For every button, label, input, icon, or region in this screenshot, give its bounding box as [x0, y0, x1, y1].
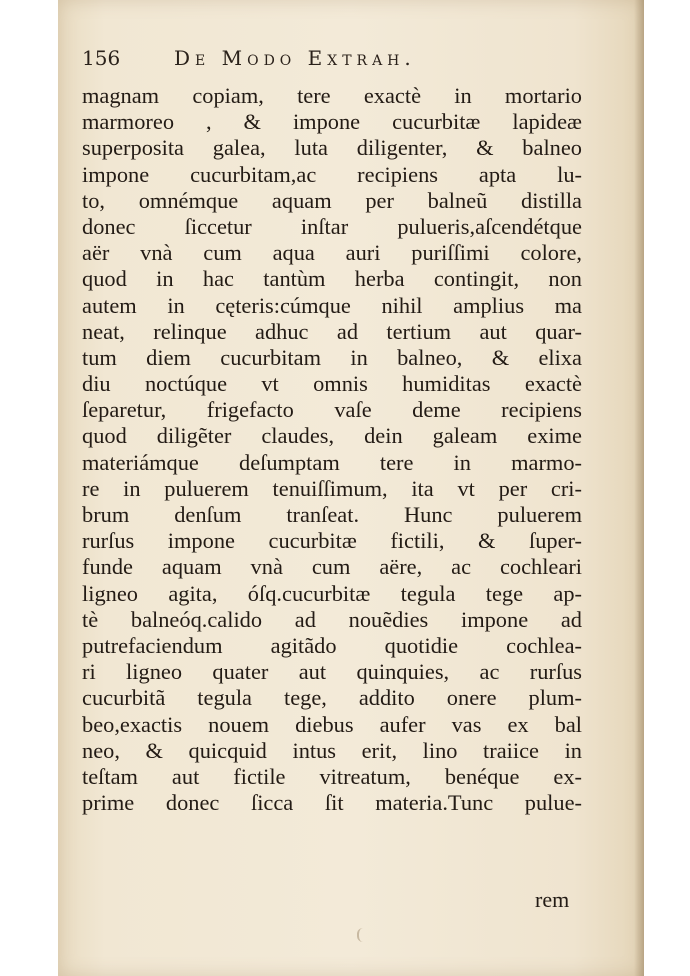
paper-blemish [357, 928, 367, 942]
text-line: cucurbitã tegula tege, addito onere plum- [82, 685, 582, 711]
page-header [82, 46, 542, 78]
text-line: diu noctúque vt omnis humiditas exactè [82, 371, 582, 397]
catchword: rem [535, 887, 570, 912]
text-line: tè balneóq.calido ad nouẽdies impone ad [82, 606, 582, 632]
text-line: prime donec ſicca ſit materia.Tunc pulue- [82, 790, 582, 816]
text-line: autem in cęteris:cúmque nihil amplius ma [82, 292, 582, 318]
text-line: donec ſiccetur inſtar pulueris,aſcendétque [82, 213, 582, 239]
text-line: impone cucurbitam,ac recipiens apta lu- [82, 161, 582, 187]
text-line: aër vnà cum aqua auri puriſſimi colore, [82, 240, 582, 266]
text-line: brum denſum tranſeat. Hunc puluerem [82, 502, 582, 527]
text-line: teſtam aut fictile vitreatum, benéque ex- [82, 763, 582, 789]
text-line: ligneo agita, óſq.cucurbitæ tegula tege ap- [82, 580, 582, 606]
text-line: putrefaciendum agitãdo quotidie cochlea- [82, 632, 582, 658]
text-line: funde aquam vnà cum aëre, ac cochleari [82, 554, 582, 580]
text-line: materiámque deſumptam tere in marmo- [82, 449, 582, 475]
text-line: rurſus impone cucurbitæ fictili, & ſuper- [82, 528, 582, 554]
text-line: quod diligẽter claudes, dein galeam exime [82, 423, 582, 449]
running-title: De Modo Extrah. [174, 46, 416, 70]
text-line: marmoreo , & impone cucurbitæ lapideæ [82, 109, 582, 135]
text-line: superposita galea, luta diligenter, & balneo [82, 135, 582, 161]
page-number: 156 [82, 46, 121, 70]
text-line: magnam copiam, tere exactè in mortario [82, 83, 582, 108]
text-line: neo, & quicquid intus erit, lino traiice in [82, 737, 582, 763]
text-line: to, omnémque aquam per balneũ distilla [82, 187, 582, 213]
text-line: neat, relinque adhuc ad tertium aut quar- [82, 318, 582, 344]
body-text [82, 83, 582, 816]
page-edge-shadow [634, 0, 644, 976]
text-line: beo,exactis nouem diebus aufer vas ex bal [82, 711, 582, 737]
text-line: re in puluerem tenuiſſimum, ita vt per cri- [82, 475, 582, 501]
text-line: ri ligneo quater aut quinquies, ac rurſus [82, 659, 582, 685]
text-line: quod in hac tantùm herba contingit, non [82, 266, 582, 292]
text-line: tum diem cucurbitam in balneo, & elixa [82, 344, 582, 370]
text-line: ſeparetur, frigefacto vaſe deme recipiens [82, 397, 582, 423]
